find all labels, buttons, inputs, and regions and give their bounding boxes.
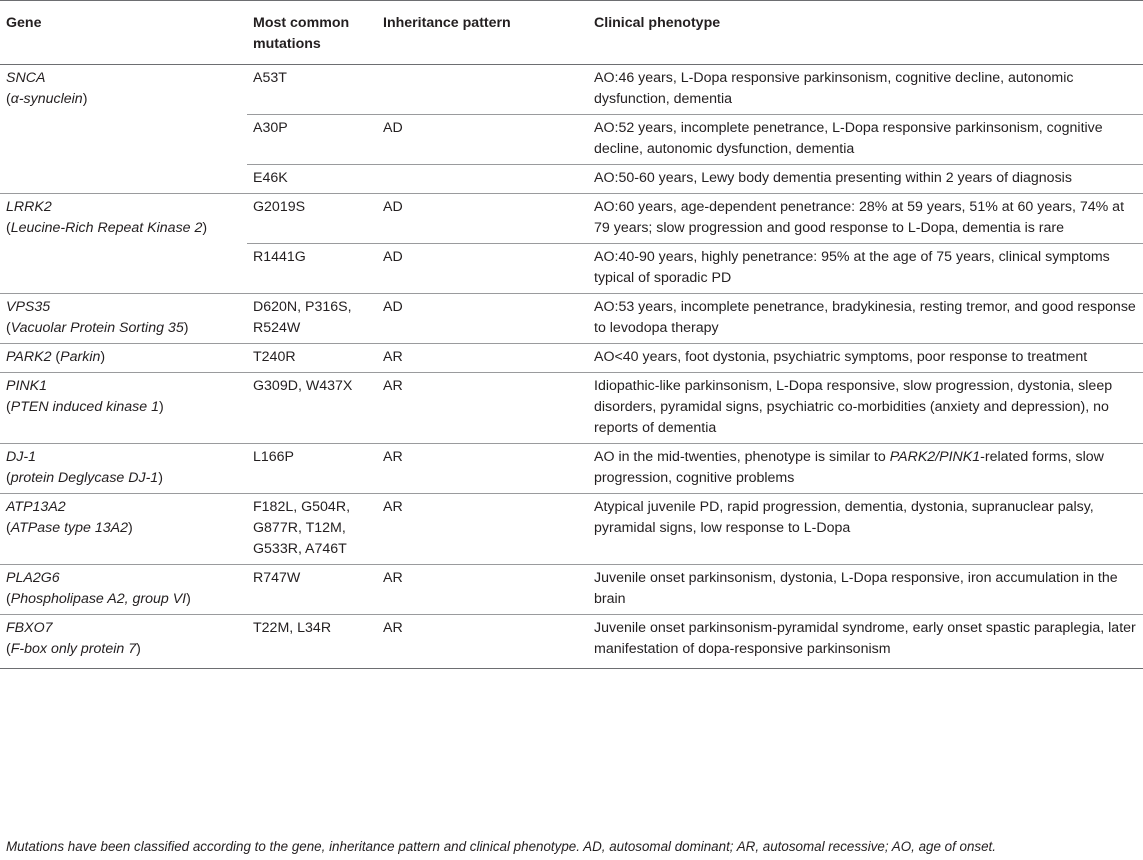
phenotype-cell: AO:46 years, L-Dopa responsive parkinsonism, cognitive decline, autonomic dysfunction, dementia	[588, 65, 1143, 115]
table-row	[0, 494, 1143, 565]
gene-name: Phospholipase A2, group VI	[10, 591, 187, 607]
gene-name: ATPase type 13A2	[10, 520, 128, 536]
phenotype-cell: Juvenile onset parkinsonism-pyramidal syndrome, early onset spastic paraplegia, later manifestation of dopa-responsive parkinsonism	[588, 615, 1143, 669]
inheritance-cell	[377, 165, 588, 194]
gene-symbol: PINK1	[6, 378, 48, 394]
phenotype-cell: Atypical juvenile PD, rapid progression, dementia, dystonia, supranuclear palsy, pyramidal signs, low response to L-Dopa	[588, 494, 1143, 565]
inheritance-cell: AD	[377, 244, 588, 294]
header-phenotype: Clinical phenotype	[588, 1, 1143, 65]
gene-name: F-box only protein 7	[10, 641, 137, 657]
mutation-cell: F182L, G504R, G877R, T12M, G533R, A746T	[247, 494, 377, 565]
gene-name: protein Deglycase DJ-1	[10, 470, 159, 486]
phenotype-cell: Juvenile onset parkinsonism, dystonia, L-Dopa responsive, iron accumulation in the brain	[588, 565, 1143, 615]
table-header	[0, 1, 1143, 65]
mutation-cell: T22M, L34R	[247, 615, 377, 669]
phenotype-cell: AO:53 years, incomplete penetrance, bradykinesia, resting tremor, and good response to levodopa therapy	[588, 294, 1143, 344]
inheritance-cell	[377, 65, 588, 115]
gene-name: α-synuclein	[10, 91, 83, 107]
mutation-cell: G309D, W437X	[247, 373, 377, 444]
inheritance-cell: AR	[377, 373, 588, 444]
table-row	[0, 194, 1143, 244]
phenotype-cell: AO:52 years, incomplete penetrance, L-Dopa responsive parkinsonism, cognitive decline, autonomic dysfunction, dementia	[588, 115, 1143, 165]
gene-cell: PLA2G6 (Phospholipase A2, group VI)	[0, 565, 247, 615]
header-gene: Gene	[0, 1, 247, 65]
gene-cell: FBXO7 (F-box only protein 7)	[0, 615, 247, 669]
inheritance-cell: AR	[377, 494, 588, 565]
gene-symbol: PARK2	[6, 349, 52, 365]
header-inheritance: Inheritance pattern	[377, 1, 588, 65]
table-body	[0, 65, 1143, 669]
phenotype-cell: AO<40 years, foot dystonia, psychiatric symptoms, poor response to treatment	[588, 344, 1143, 373]
mutation-cell: E46K	[247, 165, 377, 194]
gene-symbol: DJ-1	[6, 449, 36, 465]
mutation-cell: T240R	[247, 344, 377, 373]
inheritance-cell: AR	[377, 344, 588, 373]
gene-symbol: ATP13A2	[6, 499, 66, 515]
table-row	[0, 615, 1143, 669]
phenotype-text: -related forms, slow progression, cognitive problems	[594, 449, 1104, 486]
inheritance-cell: AD	[377, 294, 588, 344]
mutation-cell: A53T	[247, 65, 377, 115]
phenotype-cell: AO:40-90 years, highly penetrance: 95% at the age of 75 years, clinical symptoms typical of sporadic PD	[588, 244, 1143, 294]
gene-cell: PARK2 (Parkin)	[0, 344, 247, 373]
gene-symbol: PLA2G6	[6, 570, 60, 586]
mutation-cell: L166P	[247, 444, 377, 494]
table-row	[0, 65, 1143, 115]
table-row	[0, 565, 1143, 615]
mutation-cell: R1441G	[247, 244, 377, 294]
inheritance-cell: AR	[377, 615, 588, 669]
gene-cell: ATP13A2 (ATPase type 13A2)	[0, 494, 247, 565]
gene-cell: DJ-1 (protein Deglycase DJ-1)	[0, 444, 247, 494]
gene-cell: LRRK2 (Leucine-Rich Repeat Kinase 2)	[0, 194, 247, 294]
gene-symbol: LRRK2	[6, 199, 52, 215]
gene-name: Parkin	[60, 349, 101, 365]
gene-cell: VPS35 (Vacuolar Protein Sorting 35)	[0, 294, 247, 344]
phenotype-cell: Idiopathic-like parkinsonism, L-Dopa responsive, slow progression, dystonia, sleep disorders, pyramidal signs, psychiatric co-morbidities (anxiety and depression), no reports of dementia	[588, 373, 1143, 444]
phenotype-gene-names: PARK2/PINK1	[889, 449, 981, 465]
gene-name: Leucine-Rich Repeat Kinase 2	[10, 220, 203, 236]
phenotype-cell	[588, 444, 1143, 494]
inheritance-cell: AD	[377, 115, 588, 165]
mutation-cell: D620N, P316S, R524W	[247, 294, 377, 344]
mutation-cell: A30P	[247, 115, 377, 165]
table-footnote: Mutations have been classified according to the gene, inheritance pattern and clinical phenotype. AD, autosomal dominant; AR, autosomal recessive; AO, age of onset.	[6, 839, 996, 854]
phenotype-text: AO in the mid-twenties, phenotype is similar to	[594, 449, 890, 465]
gene-name: PTEN induced kinase 1	[10, 399, 159, 415]
gene-symbol: FBXO7	[6, 620, 53, 636]
inheritance-cell: AR	[377, 565, 588, 615]
mutation-cell: G2019S	[247, 194, 377, 244]
gene-symbol: VPS35	[6, 299, 51, 315]
phenotype-cell: AO:60 years, age-dependent penetrance: 28% at 59 years, 51% at 60 years, 74% at 79 years; slow progression and good response to L-Dopa, dementia is rare	[588, 194, 1143, 244]
gene-symbol: SNCA	[6, 70, 46, 86]
mutation-cell: R747W	[247, 565, 377, 615]
gene-cell: SNCA (α-synuclein)	[0, 65, 247, 194]
gene-name: Vacuolar Protein Sorting 35	[10, 320, 184, 336]
table-row	[0, 373, 1143, 444]
gene-cell: PINK1 (PTEN induced kinase 1)	[0, 373, 247, 444]
inheritance-cell: AD	[377, 194, 588, 244]
table-row	[0, 444, 1143, 494]
table-row	[0, 344, 1143, 373]
header-row	[0, 1, 1143, 65]
phenotype-cell: AO:50-60 years, Lewy body dementia presenting within 2 years of diagnosis	[588, 165, 1143, 194]
inheritance-cell: AR	[377, 444, 588, 494]
table-row	[0, 294, 1143, 344]
header-mutations: Most common mutations	[247, 1, 377, 65]
